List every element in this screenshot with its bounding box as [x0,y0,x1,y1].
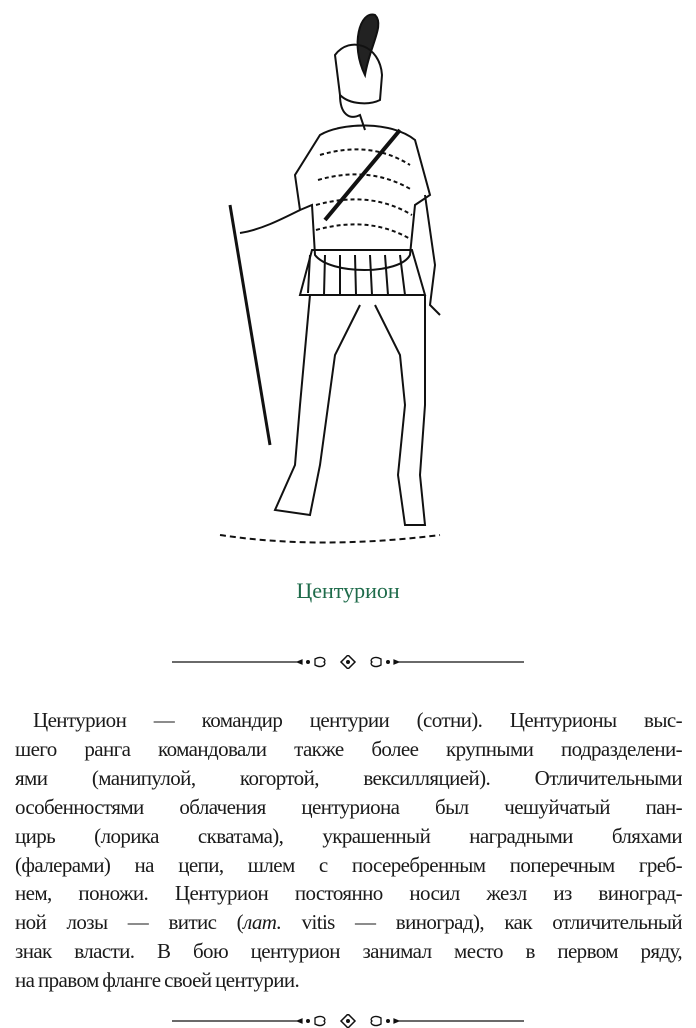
ornament-divider [172,655,524,669]
text-line: знак власти. В бою центурион занимал место в первом ряду, [15,939,682,964]
text-line: шего ранга командовали также более крупными подразделени- [15,736,682,761]
text-segment: ной лозы — витис ( [15,910,244,935]
abbreviation-latin: лат. [243,910,282,935]
text-line: Центурион — командир центурии (сотни). Центурионы выс- [33,708,682,732]
text-segment: vitis — виноград), как отличительный [281,910,682,935]
text-line [15,908,682,937]
text-line: особенностями облачения центуриона был чешуйчатый пан- [15,794,682,819]
text-line: на правом фланге своей центурии. [15,968,300,993]
text-line: ями (манипулой, когортой, вексилляцией). Отличительными [15,765,682,790]
ornament-divider-bottom [172,1014,524,1028]
article-body [15,706,682,995]
figure-caption: Центурион [296,578,400,603]
text-line: цирь (лорика скватама), украшенный наградными бляхами [15,823,682,848]
centurion-illustration [200,5,460,555]
text-line: (фалерами) на цепи, шлем с посеребренным поперечным греб- [15,852,682,877]
text-line: нем, поножи. Центурион постоянно носил жезл из виноград- [15,881,682,906]
